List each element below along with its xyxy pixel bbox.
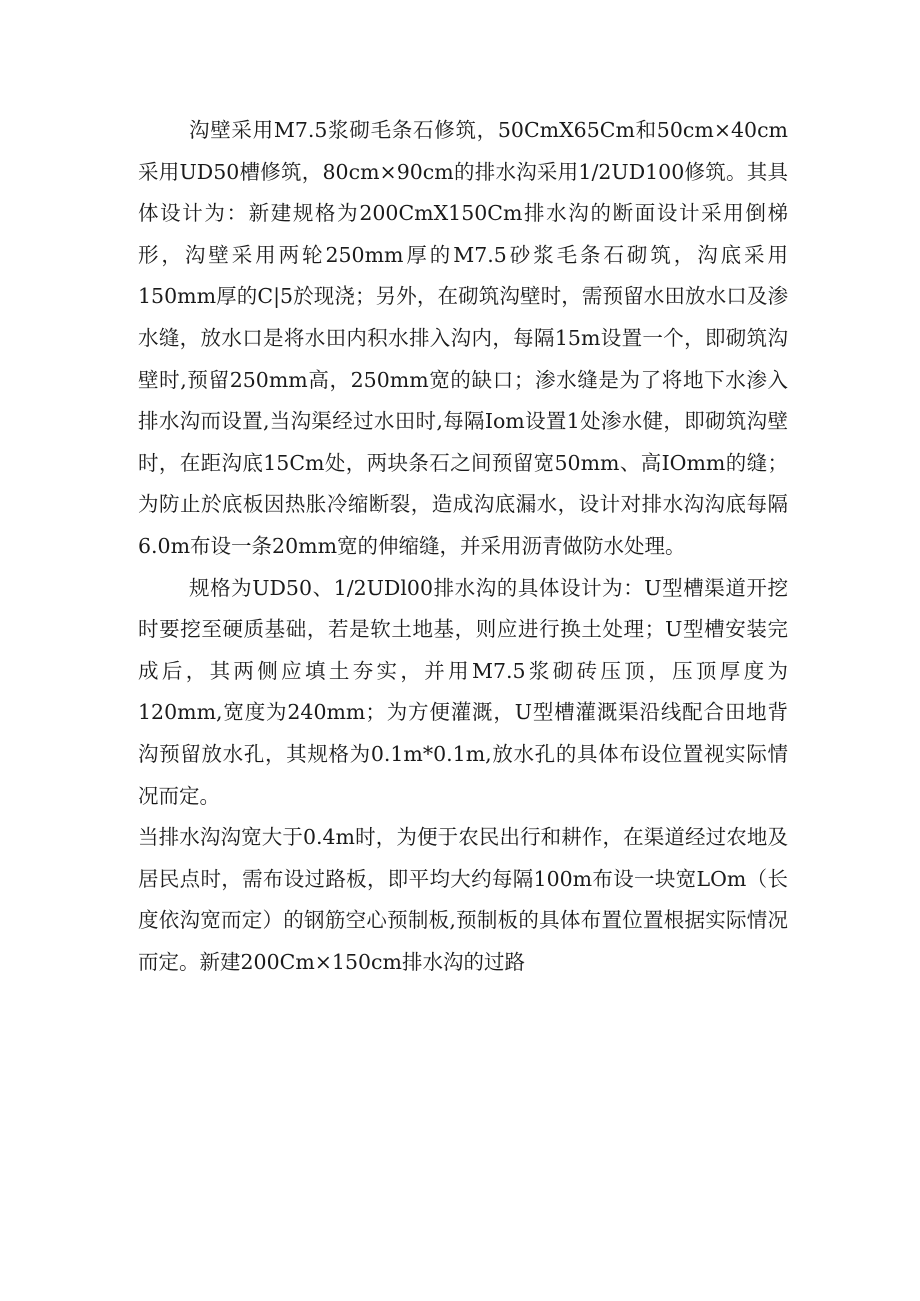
paragraph-drainage-ditch-design: 沟壁采用M7.5浆砌毛条石修筑，50CmX65Cm和50cm×40cm采用UD50槽修筑，80cm×90cm的排水沟采用1/2UD100修筑。其具体设计为：新建规格为200CmX150Cm排水沟的断面设计采用倒梯形，沟壁采用两轮250mm厚的M7.5砂浆毛条石砌筑，沟底采用150mm厚的C|5於现浇；另外，在砌筑沟壁时，需预留水田放水口及渗水缝，放水口是将水田内积水排入沟内，每隔15m设置一个，即砌筑沟壁时,预留250mm高，250mm宽的缺口；渗水缝是为了将地下水渗入排水沟而设置,当沟渠经过水田时,每隔Iom设置1处渗水健，即砌筑沟壁时，在距沟底15Cm处，两块条石之间预留宽50mm、高IOmm的缝；为防止於底板因热胀冷缩断裂，造成沟底漏水，设计对排水沟沟底每隔6.0m布设一条20mm宽的伸缩缝，并采用沥青做防水处理。 <box>138 118 788 558</box>
paragraph-u-channel-design: 规格为UD50、1/2UDl00排水沟的具体设计为：U型槽渠道开挖时要挖至硬质基础，若是软土地基，则应进行换土处理；U型槽安装完成后，其两侧应填土夯实，并用M7.5浆砌砖压顶，压顶厚度为120mm,宽度为240mm；为方便灌溉，U型槽灌溉渠沿线配合田地背沟预留放水孔，其规格为0.1m*0.1m,放水孔的具体布设位置视实际情况而定。 <box>138 575 788 808</box>
body-text <box>138 110 788 983</box>
paragraph-crossing-slab: 当排水沟沟宽大于0.4m时，为便于农民出行和耕作，在渠道经过农地及居民点时，需布设过路板，即平均大约每隔100m布设一块宽LOm（长度依沟宽而定）的钢筋空心预制板,预制板的具体布置位置根据实际情况而定。新建200Cm×150cm排水沟的过路 <box>138 825 788 974</box>
